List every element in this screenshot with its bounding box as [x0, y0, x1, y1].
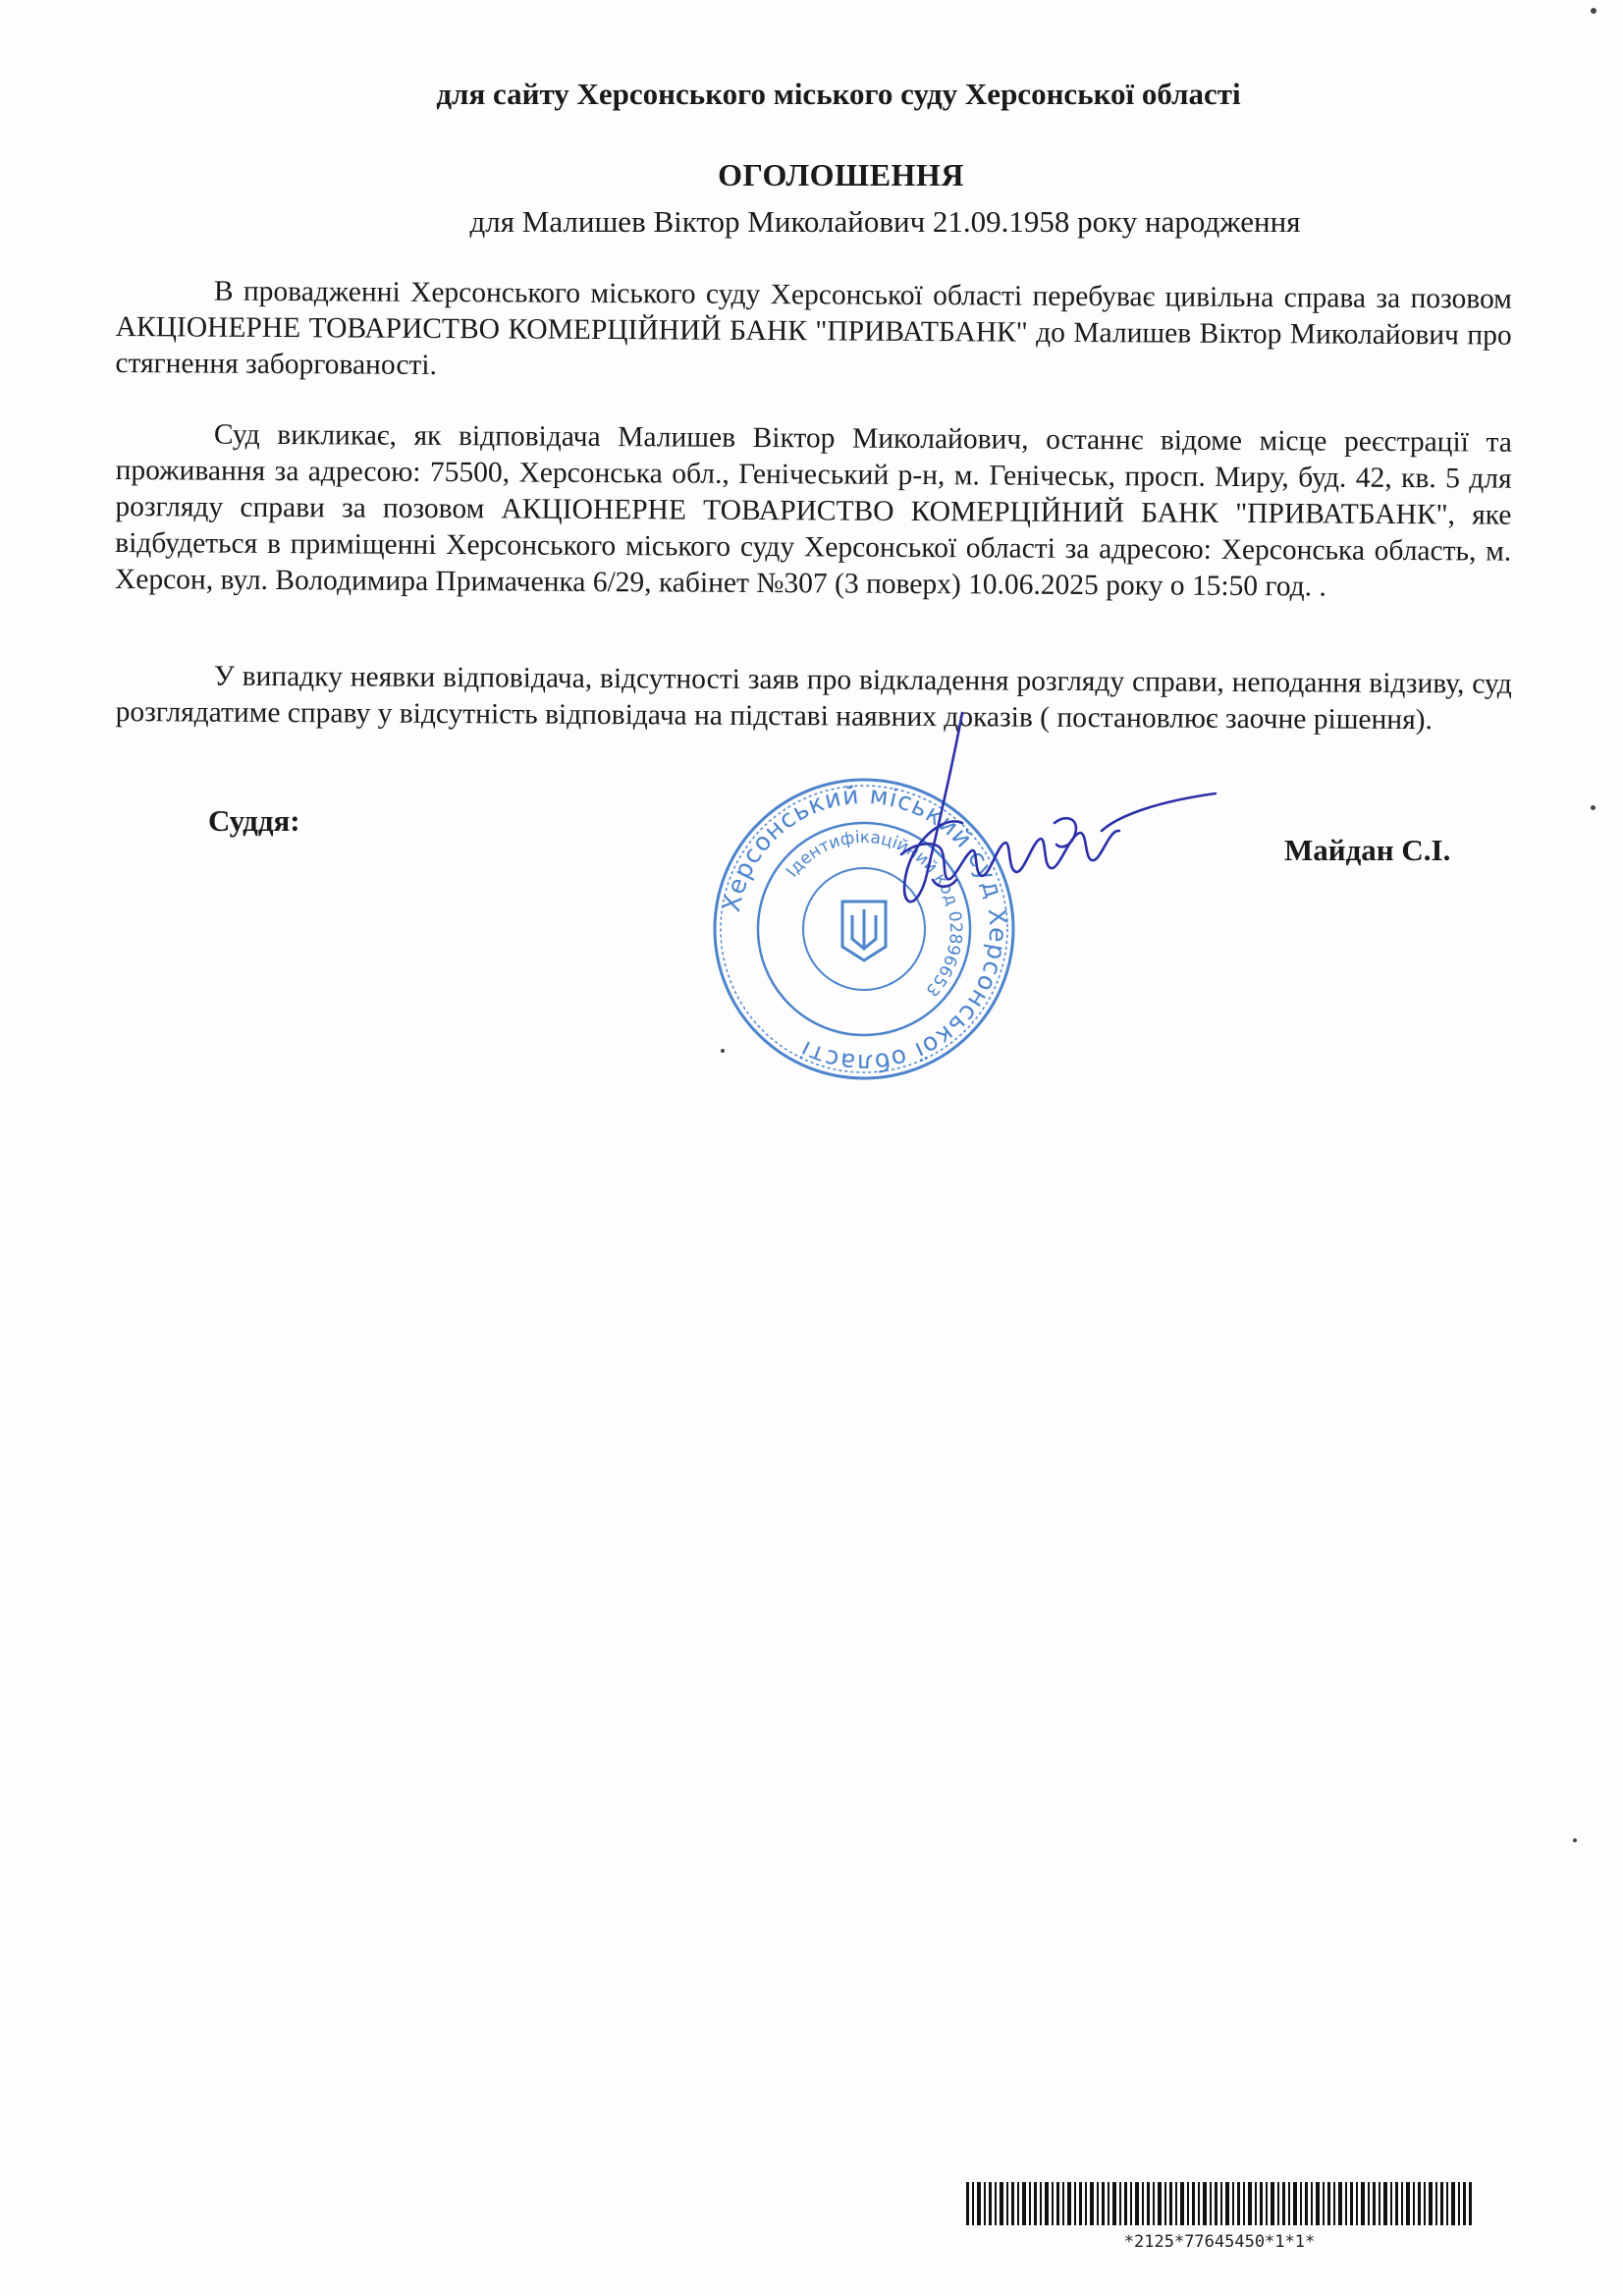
- judge-name: Майдан С.І.: [1284, 833, 1451, 867]
- judge-label: Суддя:: [208, 803, 300, 838]
- barcode-number: *2125*77645450*1*1*: [1123, 2232, 1316, 2252]
- announcement-subtitle: для Малишев Віктор Миколайович 21.09.1958 року народження: [469, 204, 1301, 239]
- scan-speck: [1591, 805, 1596, 810]
- barcode-icon: [964, 2182, 1475, 2225]
- paragraph-summons: [115, 416, 1512, 607]
- handwritten-signature: [844, 707, 1227, 923]
- announcement-title: ОГОЛОШЕННЯ: [718, 157, 964, 192]
- paragraph-case-info: [115, 273, 1512, 391]
- document-barcode: [964, 2182, 1475, 2261]
- paragraph-text: В провадженні Херсонського міського суду Херсонської області перебуває цивільна справа за позовом АКЦІОНЕРНЕ ТОВАРИСТВО КОМЕРЦІЙНИЙ БАНК "ПРИВАТБАНК" до Малишев Віктор Миколайович про стягнення заборгованості.: [115, 275, 1512, 381]
- svg-text:Ідентифікаційний код 02896653: Ідентифікаційний код 02896653: [782, 827, 966, 1001]
- svg-text:Херсонський міський суд Херсон: Херсонський міський суд Херсонської області: [717, 780, 1013, 1078]
- paragraph-absence-notice: [116, 658, 1512, 739]
- scan-speck: [1573, 1838, 1577, 1842]
- scan-speck: [1591, 8, 1596, 14]
- paragraph-text: Суд викликає, як відповідача Малишев Віктор Миколайович, останнє відоме місце реєстрації та проживання за адресою: 75500, Херсонська обл., Генічеський р-н, м. Генічеськ, просп. Миру, буд. 42, кв. 5 для розгляду справи за позовом АКЦІОНЕРНЕ ТОВАРИСТВО КОМЕРЦІЙНИЙ БАНК "ПРИВАТБАНК", яке відбудеться в приміщенні Херсонського міського суду Херсонської області за адресою: Херсонська область, м. Херсон, вул. Володимира Примаченка 6/29, кабінет №307 (3 поверх) 10.06.2025 року о 15:50 год. .: [114, 418, 1512, 603]
- scan-speck: [721, 1049, 725, 1053]
- paragraph-text: У випадку неявки відповідача, відсутності заяв про відкладення розгляду справи, неподання відзиву, суд розглядатиме справу у відсутність відповідача на підставі наявних доказів ( постановлює заочне рішення).: [115, 660, 1512, 737]
- site-header-line: для сайту Херсонського міського суду Херсонської області: [436, 77, 1241, 111]
